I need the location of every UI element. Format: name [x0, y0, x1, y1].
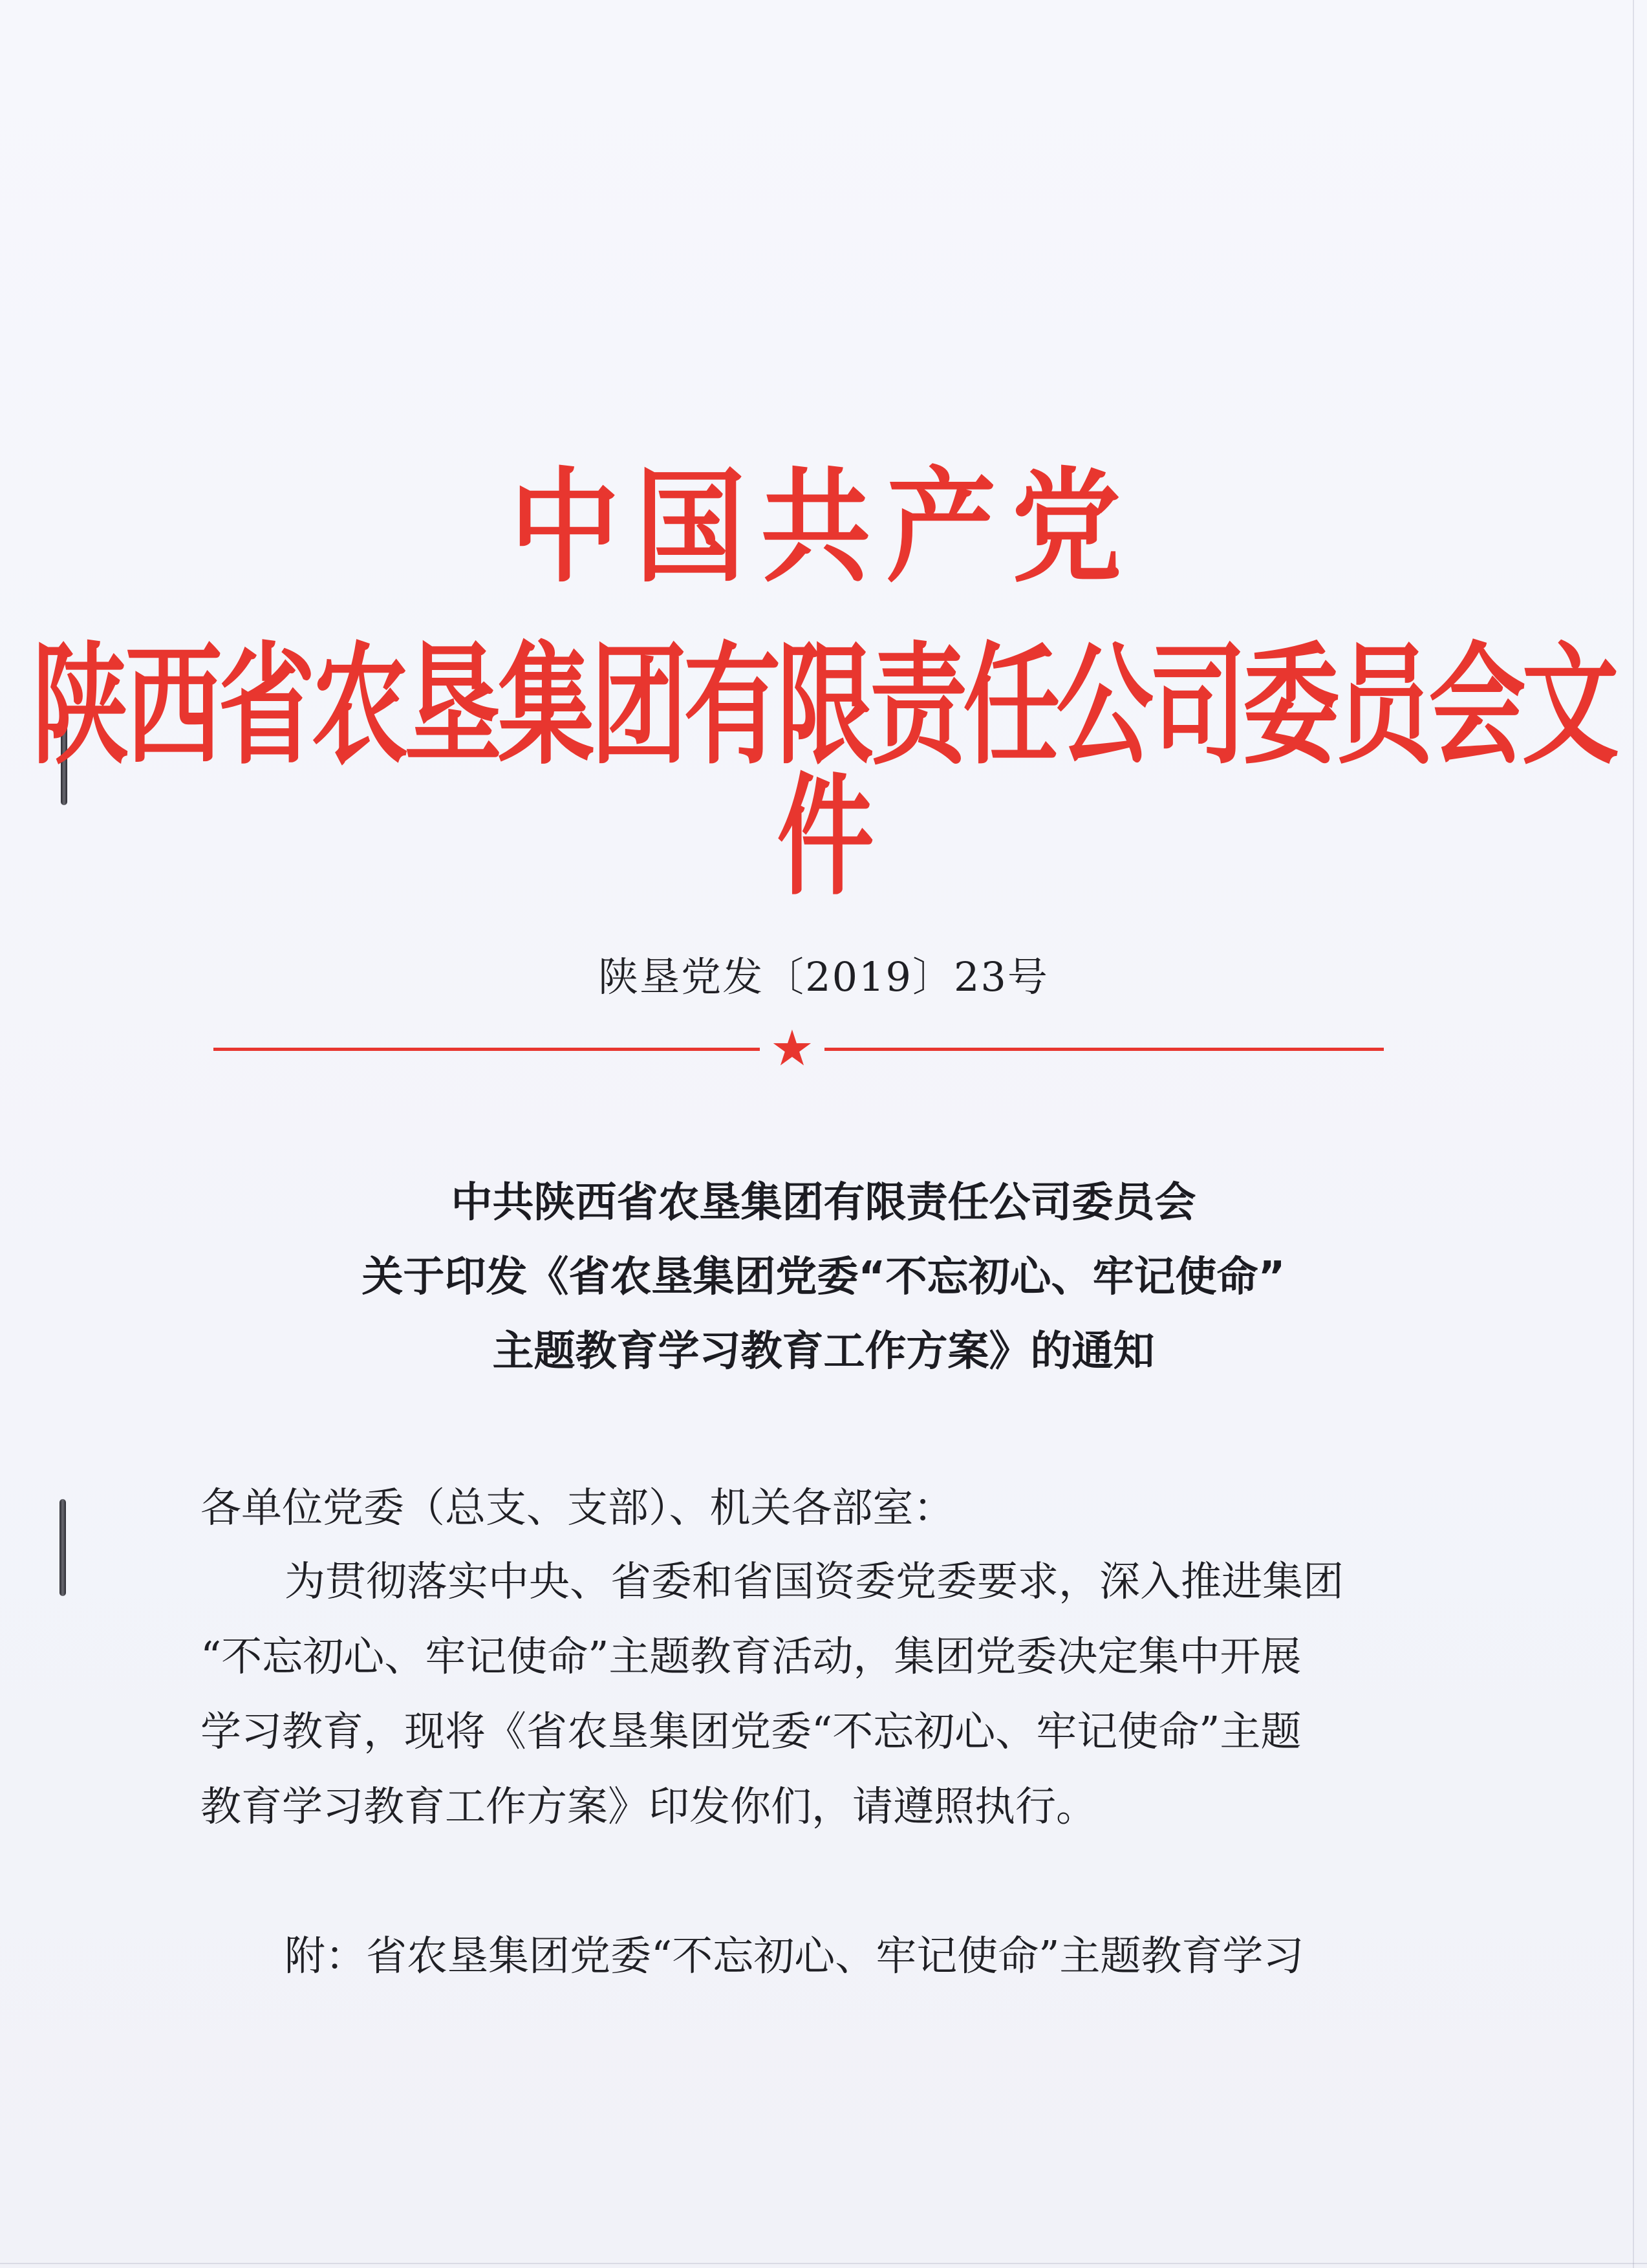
document-header-committee: 陕西省农垦集团有限责任公司委员会文件 [32, 629, 1615, 914]
notice-title-line-3: 主题教育学习教育工作方案》的通知 [492, 1328, 1155, 1376]
staple-bottom [59, 1499, 66, 1596]
document-header-party: 中国共产党 [510, 455, 1137, 600]
page-edge-right [1633, 0, 1634, 2268]
red-divider-right [824, 1048, 1384, 1051]
body-line-1: 为贯彻落实中央、省委和省国资委党委要求，深入推进集团 [285, 1558, 1344, 1605]
document-number: 陕垦党发〔2019〕23号 [598, 953, 1049, 1000]
body-line-3: 学习教育，现将《省农垦集团党委“不忘初心、牢记使命”主题 [200, 1708, 1302, 1755]
notice-title-line-2: 关于印发《省农垦集团党委“不忘初心、牢记使命” [361, 1253, 1286, 1301]
page-edge-bottom [0, 2263, 1647, 2264]
body-line-2: “不忘初心、牢记使命”主题教育活动，集团党委决定集中开展 [200, 1633, 1302, 1680]
salutation: 各单位党委（总支、支部）、机关各部室： [200, 1484, 954, 1531]
attachment-line: 附：省农垦集团党委“不忘初心、牢记使命”主题教育学习 [285, 1932, 1304, 1980]
red-divider-left [213, 1048, 760, 1051]
red-star-icon: ★ [770, 1019, 815, 1077]
notice-title-line-1: 中共陕西省农垦集团有限责任公司委员会 [451, 1179, 1196, 1227]
body-line-4: 教育学习教育工作方案》印发你们，请遵照执行。 [200, 1783, 1097, 1830]
